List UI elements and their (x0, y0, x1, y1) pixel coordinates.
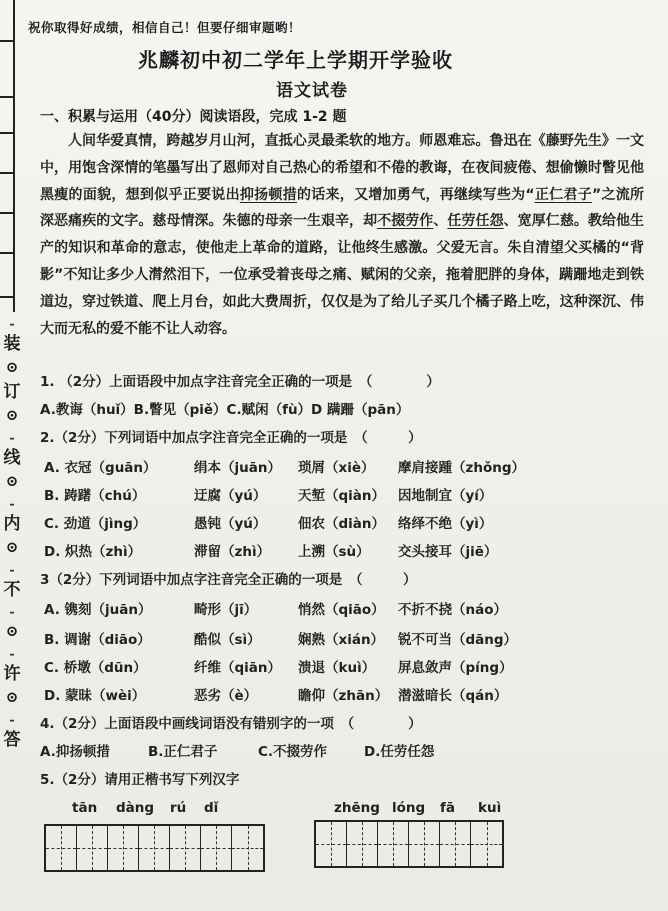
option-word: 因地制宜（yí） (398, 488, 493, 504)
question-3-option-d (44, 684, 507, 704)
writing-cell[interactable] (347, 822, 378, 866)
writing-cell[interactable] (201, 826, 232, 870)
option-word: C.不掇劳作 (258, 744, 328, 760)
exam-subtitle: 语文试卷 (276, 81, 348, 101)
option-word: 屏息敛声（píng） (398, 660, 513, 676)
question-5: 5.（2分）请用正楷书写下列汉字 (40, 772, 240, 788)
option-word: 酷似（sì） (194, 632, 261, 648)
binding-circle-icon: ⊙ (5, 622, 19, 640)
writing-cell[interactable] (409, 822, 440, 866)
question-4: 4.（2分）上面语段中画线词语没有错别字的一项 （ ） (40, 716, 422, 732)
writing-cell[interactable] (316, 822, 347, 866)
binding-char: 线 (3, 448, 21, 468)
question-1: 1. （2分）上面语段中加点字注音完全正确的一项是 （ ） (40, 374, 440, 390)
writing-grid-left[interactable] (44, 824, 265, 872)
option-word: 滞留（zhì） (194, 544, 271, 560)
binding-box-line (0, 96, 13, 98)
binding-char: 装 (3, 334, 21, 354)
passage-text: 的话来，又增加勇气，再继续写些为“ (296, 186, 535, 203)
binding-circle-icon: ⊙ (5, 538, 19, 556)
pinyin-label: lóng (392, 800, 426, 816)
pinyin-label: zhēng (334, 800, 380, 816)
option-word: 绢本（juān） (194, 460, 281, 476)
binding-dash: - (9, 713, 15, 728)
binding-char: 不 (3, 580, 21, 600)
question-2: 2.（2分）下列词语中加点字注音完全正确的一项是 （ ） (40, 430, 422, 446)
binding-char: 订 (3, 382, 21, 402)
binding-circle-icon: ⊙ (5, 358, 19, 376)
binding-dash: - (9, 431, 15, 446)
pinyin-label: dǐ (204, 800, 219, 816)
binding-circle-icon: ⊙ (5, 406, 19, 424)
option-word: 恶劣（è） (194, 688, 258, 704)
passage-text: 、宽厚仁慈。教给他生产的知识和革命的意志，使他走上革命的道路，让他终生感激。父爱无言。朱自清望父买橘的“背影”不知让多少人潸然泪下，一位承受着丧母之痛、赋闲的父亲，拖着肥胖的身体，蹒跚地走到铁道边，穿过铁道、爬上月台，如此大费周折，仅仅是为了给儿子买几个橘子路上吃，这种深沉、伟大而无私的爱不能不让人动容。 (40, 213, 645, 337)
question-2-option-c (44, 512, 492, 532)
underlined-word: 任劳任怨 (447, 213, 504, 230)
option-word: D. 蒙昧（wèi） (44, 688, 146, 704)
option-word: C. 桥墩（dūn） (44, 660, 147, 676)
underlined-word: 正仁君子 (534, 186, 592, 203)
option-word: 佃农（diàn） (298, 516, 386, 532)
binding-box-line (0, 252, 13, 254)
option-word: 溃退（kuì） (298, 660, 376, 676)
binding-box-line (0, 172, 13, 174)
option-word: B. 踌躇（chú） (44, 488, 146, 504)
binding-char: 内 (3, 514, 21, 534)
binding-char: 答 (3, 730, 21, 750)
option-word: A. 镌刻（juān） (44, 602, 152, 618)
reading-passage (40, 128, 644, 342)
writing-cell[interactable] (440, 822, 471, 866)
option-word: 纤维（qiān） (194, 660, 282, 676)
option-word: 畸形（jī） (194, 602, 258, 618)
question-2-option-d (44, 540, 497, 560)
question-3: 3（2分）下列词语中加点字注音完全正确的一项是 （ ） (40, 572, 417, 588)
binding-line-label (0, 318, 24, 756)
passage-text: 、 (433, 213, 448, 230)
option-word: 迂腐（yú） (194, 488, 267, 504)
writing-cell[interactable] (378, 822, 409, 866)
binding-dash: - (9, 605, 15, 620)
option-word: 上溯（sù） (298, 544, 370, 560)
question-1-options: A.教诲（huǐ）B.瞥见（piě）C.赋闲（fù）D 蹒跚（pān） (40, 402, 410, 418)
binding-dash: - (9, 563, 15, 578)
passage-text: ”之流所深恶痛疾的文字。慈母情深。朱德的母亲一生艰辛，却 (40, 186, 645, 230)
option-word: 天堑（qiàn） (298, 488, 386, 504)
pinyin-label: kuì (478, 800, 502, 816)
exam-title: 兆麟初中初二学年上学期开学验收 (138, 48, 453, 72)
writing-cell[interactable] (232, 826, 263, 870)
option-word: 娴熟（xián） (298, 632, 385, 648)
writing-cell[interactable] (46, 826, 77, 870)
option-word: D. 炽热（zhì） (44, 544, 142, 560)
binding-circle-icon: ⊙ (5, 688, 19, 706)
question-3-option-b (44, 628, 517, 648)
binding-box-line (0, 132, 13, 134)
option-word: 悄然（qiāo） (298, 602, 385, 618)
option-word: D.任劳任怨 (364, 744, 435, 760)
binding-box-line (0, 40, 13, 42)
binding-dash: - (9, 647, 15, 662)
option-word: A. 衣冠（guān） (44, 460, 157, 476)
question-4-options (40, 740, 434, 760)
binding-circle-icon: ⊙ (5, 472, 19, 490)
writing-grid-right[interactable] (314, 820, 504, 868)
binding-dash: - (9, 497, 15, 512)
pinyin-label: fā (440, 800, 455, 816)
option-word: B.正仁君子 (148, 744, 218, 760)
question-2-option-a (44, 456, 525, 476)
option-word: 摩肩接踵（zhǒng） (398, 460, 526, 476)
pinyin-label: rú (170, 800, 187, 816)
question-2-option-b (44, 484, 492, 504)
writing-cell[interactable] (77, 826, 108, 870)
option-word: 潜滋暗长（qán） (398, 688, 508, 704)
option-word: 愚钝（yú） (194, 516, 267, 532)
underlined-word: 不掇劳作 (377, 213, 434, 230)
passage-text: 人间华爱真情，跨越岁月山河，直抵心灵最柔软的地方。师恩难忘。鲁迅在《藤野先生》一文中，用饱含深情的笔墨写出了恩师对自己热心的希望和不倦的教诲，在夜间疲倦、想偷懒时瞥见他黑瘦的面貌，想到似乎正要说出 (40, 133, 644, 203)
binding-dash: - (9, 317, 15, 332)
pinyin-label: tān (72, 800, 98, 816)
pinyin-label: dàng (116, 800, 155, 816)
option-word: 络绎不绝（yì） (398, 516, 493, 532)
writing-cell[interactable] (108, 826, 139, 870)
writing-cell[interactable] (139, 826, 170, 870)
option-word: A.抑扬顿措 (40, 744, 110, 760)
binding-char: 许 (3, 664, 21, 684)
binding-box-line (0, 212, 13, 214)
option-word: C. 劲道（jìng） (44, 516, 147, 532)
section-heading: 一、积累与运用（40分）阅读语段，完成 1-2 题 (40, 109, 347, 125)
option-word: 琐屑（xiè） (298, 460, 375, 476)
option-word: 瞻仰（zhān） (298, 688, 389, 704)
binding-info-boxes (0, 0, 15, 312)
question-3-option-c (44, 656, 513, 676)
question-3-option-a (44, 598, 507, 618)
option-word: 交头接耳（jiē） (398, 544, 498, 560)
option-word: B. 调谢（diāo） (44, 632, 151, 648)
encouragement-note: 祝你取得好成绩，相信自己！但要仔细审题哟！ (28, 20, 302, 35)
writing-cell[interactable] (471, 822, 502, 866)
binding-box-line (0, 296, 13, 298)
option-word: 不折不挠（náo） (398, 602, 507, 618)
writing-cell[interactable] (170, 826, 201, 870)
option-word: 锐不可当（dāng） (398, 632, 518, 648)
underlined-word: 抑扬顿措 (239, 186, 297, 203)
